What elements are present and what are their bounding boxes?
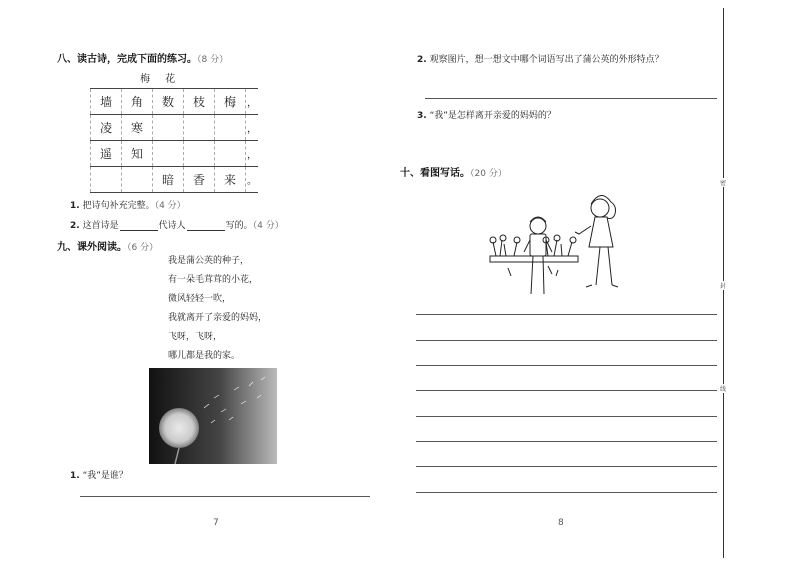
writing-line[interactable] [416, 492, 717, 493]
section10-title: 十、看图写话。（20 分） [400, 168, 507, 179]
poem-grid [90, 88, 258, 193]
s9-question-3: 3. “我”是怎样离开亲爱的妈妈的？ [417, 111, 556, 121]
poem-cell: 凌 [91, 115, 122, 141]
page-number-left: 7 [213, 518, 219, 528]
writing-line[interactable] [416, 416, 717, 417]
poem-cell: 暗 [153, 167, 184, 193]
poem-title: 梅 花 [140, 74, 182, 85]
s9-question-1: 1. “我”是谁？ [70, 471, 128, 481]
poem-blank-cell[interactable] [215, 115, 246, 141]
writing-line[interactable] [416, 390, 717, 391]
poem-cell: 梅 [215, 89, 246, 115]
s8-question-2: 2. 这首诗是 代诗人 写的。（4 分） [70, 221, 284, 231]
passage-line: 我就离开了亲爱的妈妈， [168, 313, 268, 323]
section9-title: 九、课外阅读。（6 分） [57, 242, 159, 253]
writing-line[interactable] [416, 441, 717, 442]
binding-label: 线 [720, 386, 727, 393]
s8-question-1: 1. 把诗句补充完整。（4 分） [70, 201, 186, 211]
poem-blank-cell[interactable] [122, 167, 153, 193]
binding-label: 密 [720, 180, 727, 187]
writing-line[interactable] [416, 340, 717, 341]
poem-row [91, 141, 259, 167]
answer-line[interactable] [425, 98, 717, 99]
passage-line: 微风轻轻一吹， [168, 294, 232, 304]
passage-line: 我是蒲公英的种子， [168, 256, 250, 266]
poem-punct: 。 [246, 167, 259, 193]
poem-cell: 遥 [91, 141, 122, 167]
poem-punct: ， [246, 141, 259, 167]
s9-question-2: 2. 观察图片，想一想文中哪个词语写出了蒲公英的外形特点？ [417, 55, 664, 65]
poem-cell: 墙 [91, 89, 122, 115]
poem-row [91, 89, 259, 115]
answer-line[interactable] [80, 496, 370, 497]
poem-blank-cell[interactable] [153, 115, 184, 141]
writing-line[interactable] [416, 466, 717, 467]
passage-line: 飞呀，飞呀， [168, 332, 223, 342]
page-number-right: 8 [558, 518, 564, 528]
poem-cell: 数 [153, 89, 184, 115]
binding-label: 封 [720, 283, 727, 290]
poem-punct: ， [246, 89, 259, 115]
poem-row [91, 167, 259, 193]
poem-cell: 来 [215, 167, 246, 193]
poem-blank-cell[interactable] [153, 141, 184, 167]
dandelion-image [149, 368, 277, 464]
writing-line[interactable] [416, 365, 717, 366]
passage-line: 有一朵毛茸茸的小花， [168, 275, 259, 285]
poem-cell: 知 [122, 141, 153, 167]
poem-punct: ， [246, 115, 259, 141]
poem-cell: 角 [122, 89, 153, 115]
poem-blank-cell[interactable] [184, 141, 215, 167]
poem-blank-cell[interactable] [184, 115, 215, 141]
writing-picture [488, 186, 638, 298]
poem-cell: 香 [184, 167, 215, 193]
poem-cell: 寒 [122, 115, 153, 141]
poem-blank-cell[interactable] [215, 141, 246, 167]
writing-line[interactable] [416, 314, 717, 315]
poem-blank-cell[interactable] [91, 167, 122, 193]
passage-line: 哪儿都是我的家。 [168, 351, 241, 361]
section8-title: 八、读古诗，完成下面的练习。（8 分） [57, 54, 229, 65]
dynasty-blank[interactable] [120, 221, 158, 231]
reading-passage [168, 252, 267, 366]
poet-blank[interactable] [187, 221, 225, 231]
poem-row [91, 115, 259, 141]
poem-cell: 枝 [184, 89, 215, 115]
